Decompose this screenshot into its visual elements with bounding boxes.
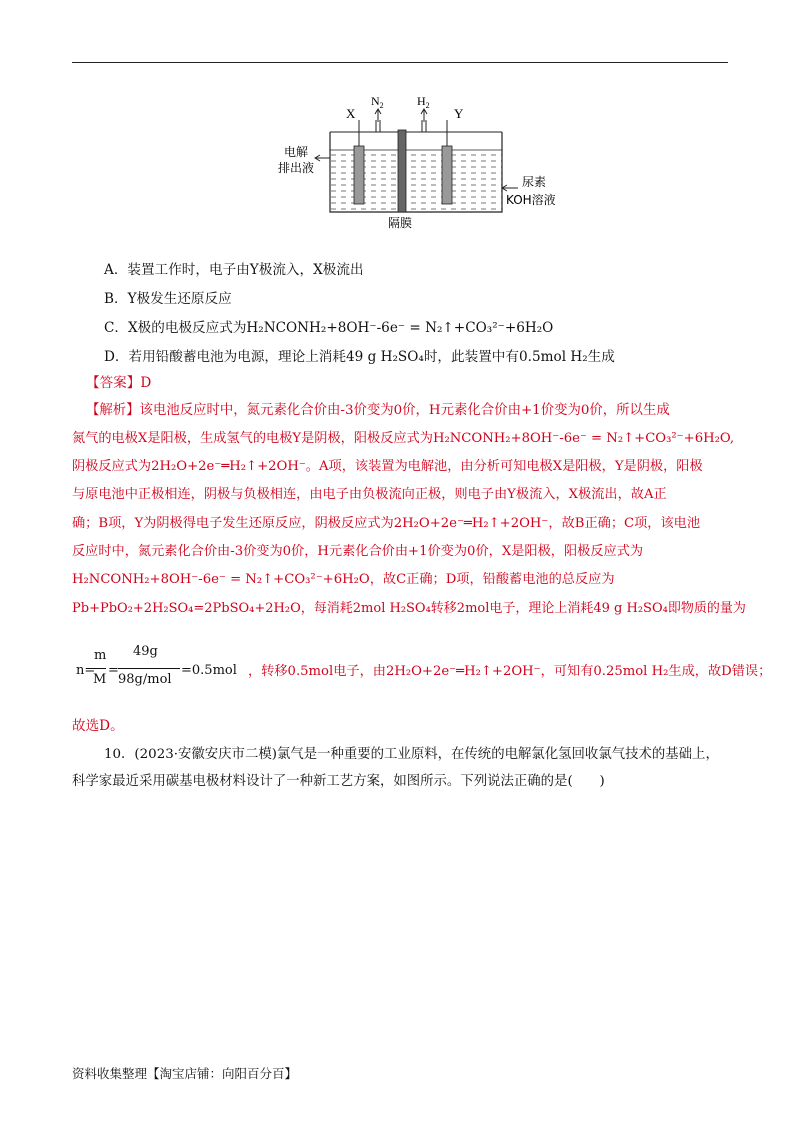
- option-b: B．Y极发生还原反应: [104, 291, 232, 307]
- drain-label-1: 电解: [284, 145, 309, 159]
- drain-label-2: 排出液: [278, 161, 315, 175]
- analysis-line-10: 故选D。: [72, 718, 124, 734]
- n2-label: $N_2$: [371, 94, 384, 110]
- option-d: D．若用铅酸蓄电池为电源，理论上消耗49 g H₂SO₄时，此装置中有0.5mol H₂生成: [104, 349, 615, 365]
- feed-label-1: 尿素: [522, 175, 547, 189]
- header-rule: [72, 62, 728, 63]
- question-10-line-2: 科学家最近采用碳基电极材料设计了一种新工艺方案，如图所示。下列说法正确的是( ): [72, 774, 605, 789]
- question-10-line-1: 10．(2023·安徽安庆市二模)氯气是一种重要的工业原料，在传统的电解氯化氢回收氯气技术的基础上，: [104, 747, 719, 762]
- electrode-x-label: X: [346, 106, 356, 121]
- feed-label-2: KOH溶液: [506, 193, 556, 207]
- analysis-line-7: H₂NCONH₂+8OH⁻-6e⁻ = N₂↑+CO₃²⁻+6H₂O，故C正确；D项，铅酸蓄电池的总反应为: [72, 572, 615, 587]
- membrane-label: 隔膜: [388, 216, 413, 230]
- analysis-line-1: 【解析】该电池反应时中，氮元素化合价由-3价变为0价，H元素化合价由+1价变为0价，所以生成: [86, 403, 670, 418]
- analysis-line-4: 与原电池中正极相连，阴极与负极相连，由电子由负极流向正极，则电子由Y极流入，X极流出，故A正: [72, 487, 667, 502]
- analysis-line-9: ，转移0.5mol电子，由2H₂O+2e⁻═H₂↑+2OH⁻，可知有0.25mol H₂生成，故D错误；: [248, 664, 772, 679]
- analysis-line-6: 反应时中，氮元素化合价由-3价变为0价，H元素化合价由+1价变为0价，X是阳极，阳极反应式为: [72, 544, 644, 559]
- option-a: A．装置工作时，电子由Y极流入，X极流出: [104, 262, 364, 278]
- footer: 资料收集整理【淘宝店铺：向阳百分百】: [72, 1066, 298, 1081]
- h2-label: $H_2$: [417, 94, 430, 110]
- electrode-y-label: Y: [454, 106, 464, 121]
- analysis-line-2: 氮气的电极X是阳极，生成氢气的电极Y是阴极，阳极反应式为H₂NCONH₂+8OH⁻-6e⁻ = N₂↑+CO₃²⁻+6H₂O,: [72, 431, 735, 446]
- analysis-line-5: 确；B项，Y为阴极得电子发生还原反应，阴极反应式为2H₂O+2e⁻═H₂↑+2OH⁻，故B正确；C项，该电池: [72, 516, 701, 531]
- electrolysis-diagram: [270, 92, 570, 232]
- analysis-line-8: Pb+PbO₂+2H₂SO₄=2PbSO₄+2H₂O，每消耗2mol H₂SO₄转移2mol电子，理论上消耗49 g H₂SO₄即物质的量为: [72, 601, 746, 616]
- option-c: C．X极的电极反应式为H₂NCONH₂+8OH⁻-6e⁻ = N₂↑+CO₃²⁻+6H₂O: [104, 320, 554, 336]
- analysis-line-3: 阴极反应式为2H₂O+2e⁻═H₂↑+2OH⁻。A项，该装置为电解池，由分析可知电极X是阳极，Y是阴极，阳极: [72, 459, 703, 474]
- answer: 【答案】D: [86, 375, 152, 391]
